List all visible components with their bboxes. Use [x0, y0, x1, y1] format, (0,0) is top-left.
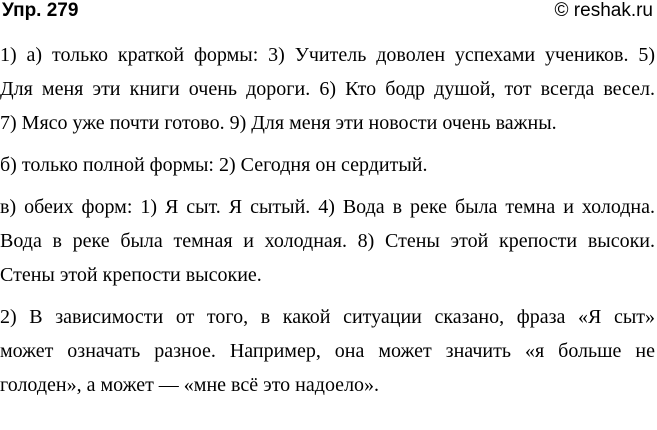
text-line: б) только полной формы: 2) Сегодня он сердитый. [0, 154, 428, 176]
text-line: может означать разное. Например, она может значить «я больше не [0, 340, 655, 362]
text-line: Вода в реке была темная и холодная. 8) Стены этой крепости высоки. [0, 230, 655, 252]
exercise-title: Упр. 279 [2, 0, 79, 21]
source-watermark: © reshak.ru [554, 0, 653, 21]
text-line: 7) Мясо уже почти готово. 9) Для меня эти новости очень важны. [0, 112, 557, 134]
paragraph-full-forms [0, 148, 657, 182]
paragraph-meaning [0, 300, 657, 402]
text-line: в) обеих форм: 1) Я сыт. Я сытый. 4) Вода в реке была темна и холодна. [0, 196, 655, 218]
text-line: 2) В зависимости от того, в какой ситуации сказано, фраза «Я сыт» [0, 306, 655, 328]
text-line: 1) а) только краткой формы: 3) Учитель доволен успехами учеников. 5) [0, 44, 655, 66]
page-header [0, 0, 657, 28]
paragraph-both-forms [0, 190, 657, 292]
paragraph-short-forms [0, 38, 657, 140]
answer-text [0, 38, 657, 402]
text-line: Для меня эти книги очень дороги. 6) Кто бодр душой, тот всегда весел. [0, 78, 655, 100]
text-line: Стены этой крепости высокие. [0, 264, 262, 286]
text-line: голоден», а может — «мне всё это надоело». [0, 374, 380, 396]
